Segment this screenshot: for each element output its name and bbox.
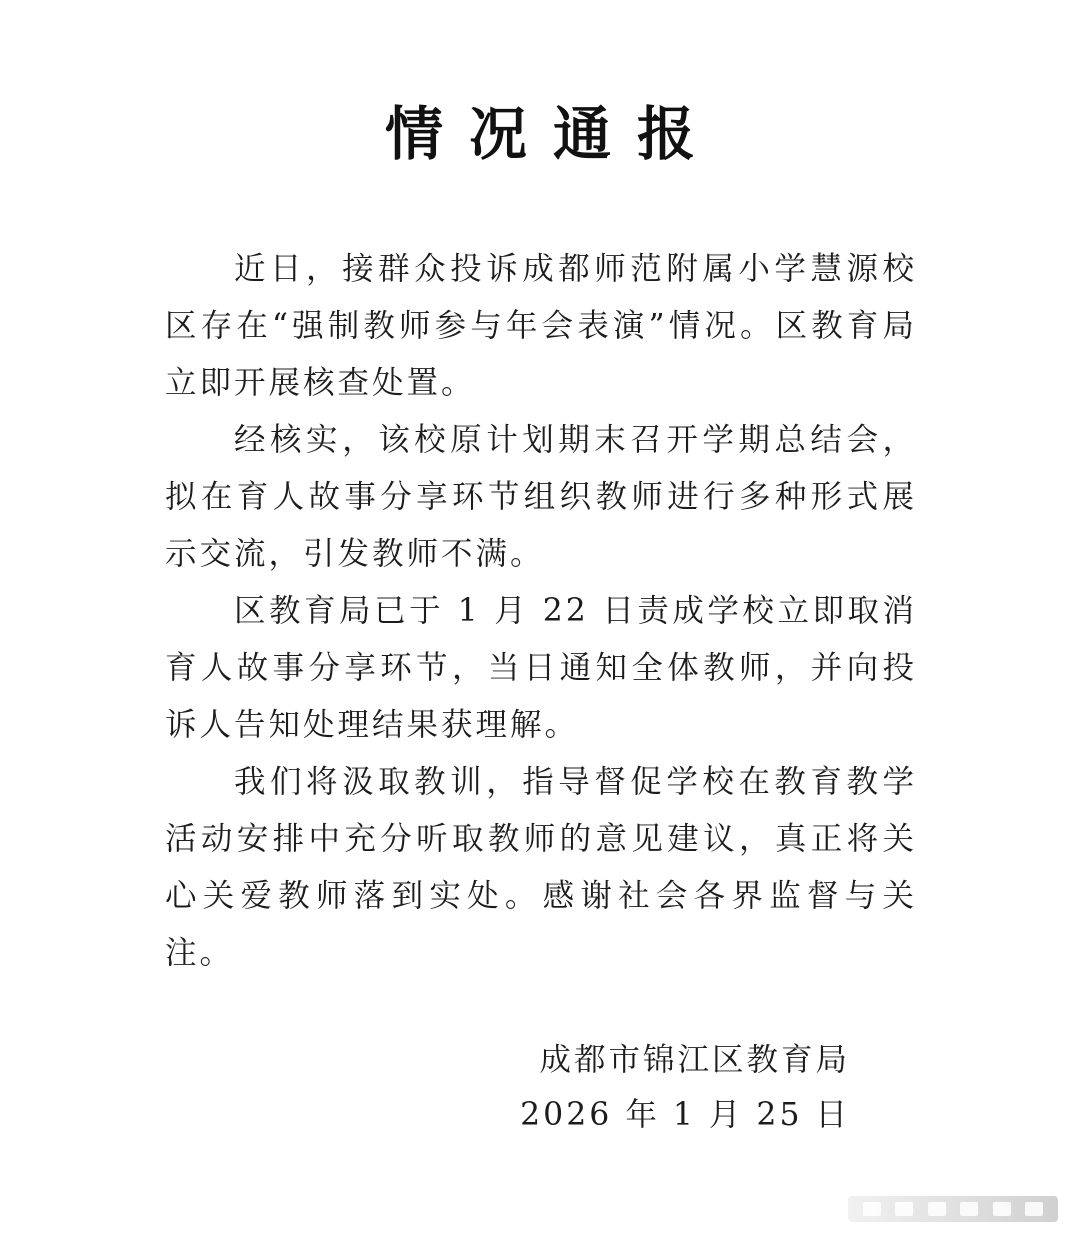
document-title: 情况通报 <box>384 100 721 168</box>
signature-date: 2026 年 1 月 25 日 <box>520 1097 850 1133</box>
paragraph-4: 我们将汲取教训，指导督促学校在教育教学活动安排中充分听取教师的意见建议，真正将关心关爱教师落到实处。感谢社会各界监督与关注。 <box>165 764 917 971</box>
paragraph-2: 经核实，该校原计划期末召开学期总结会，拟在育人故事分享环节组织教师进行多种形式展示交流，引发教师不满。 <box>165 422 917 572</box>
paragraph-3: 区教育局已于 1 月 22 日责成学校立即取消育人故事分享环节，当日通知全体教师，并向投诉人告知处理结果获理解。 <box>165 593 917 743</box>
signature-organization: 成都市锦江区教育局 <box>539 1042 850 1078</box>
paragraph-1: 近日，接群众投诉成都师范附属小学慧源校区存在“强制教师参与年会表演”情况。区教育局立即开展核查处置。 <box>165 251 917 401</box>
watermark-icon <box>848 1196 1058 1222</box>
